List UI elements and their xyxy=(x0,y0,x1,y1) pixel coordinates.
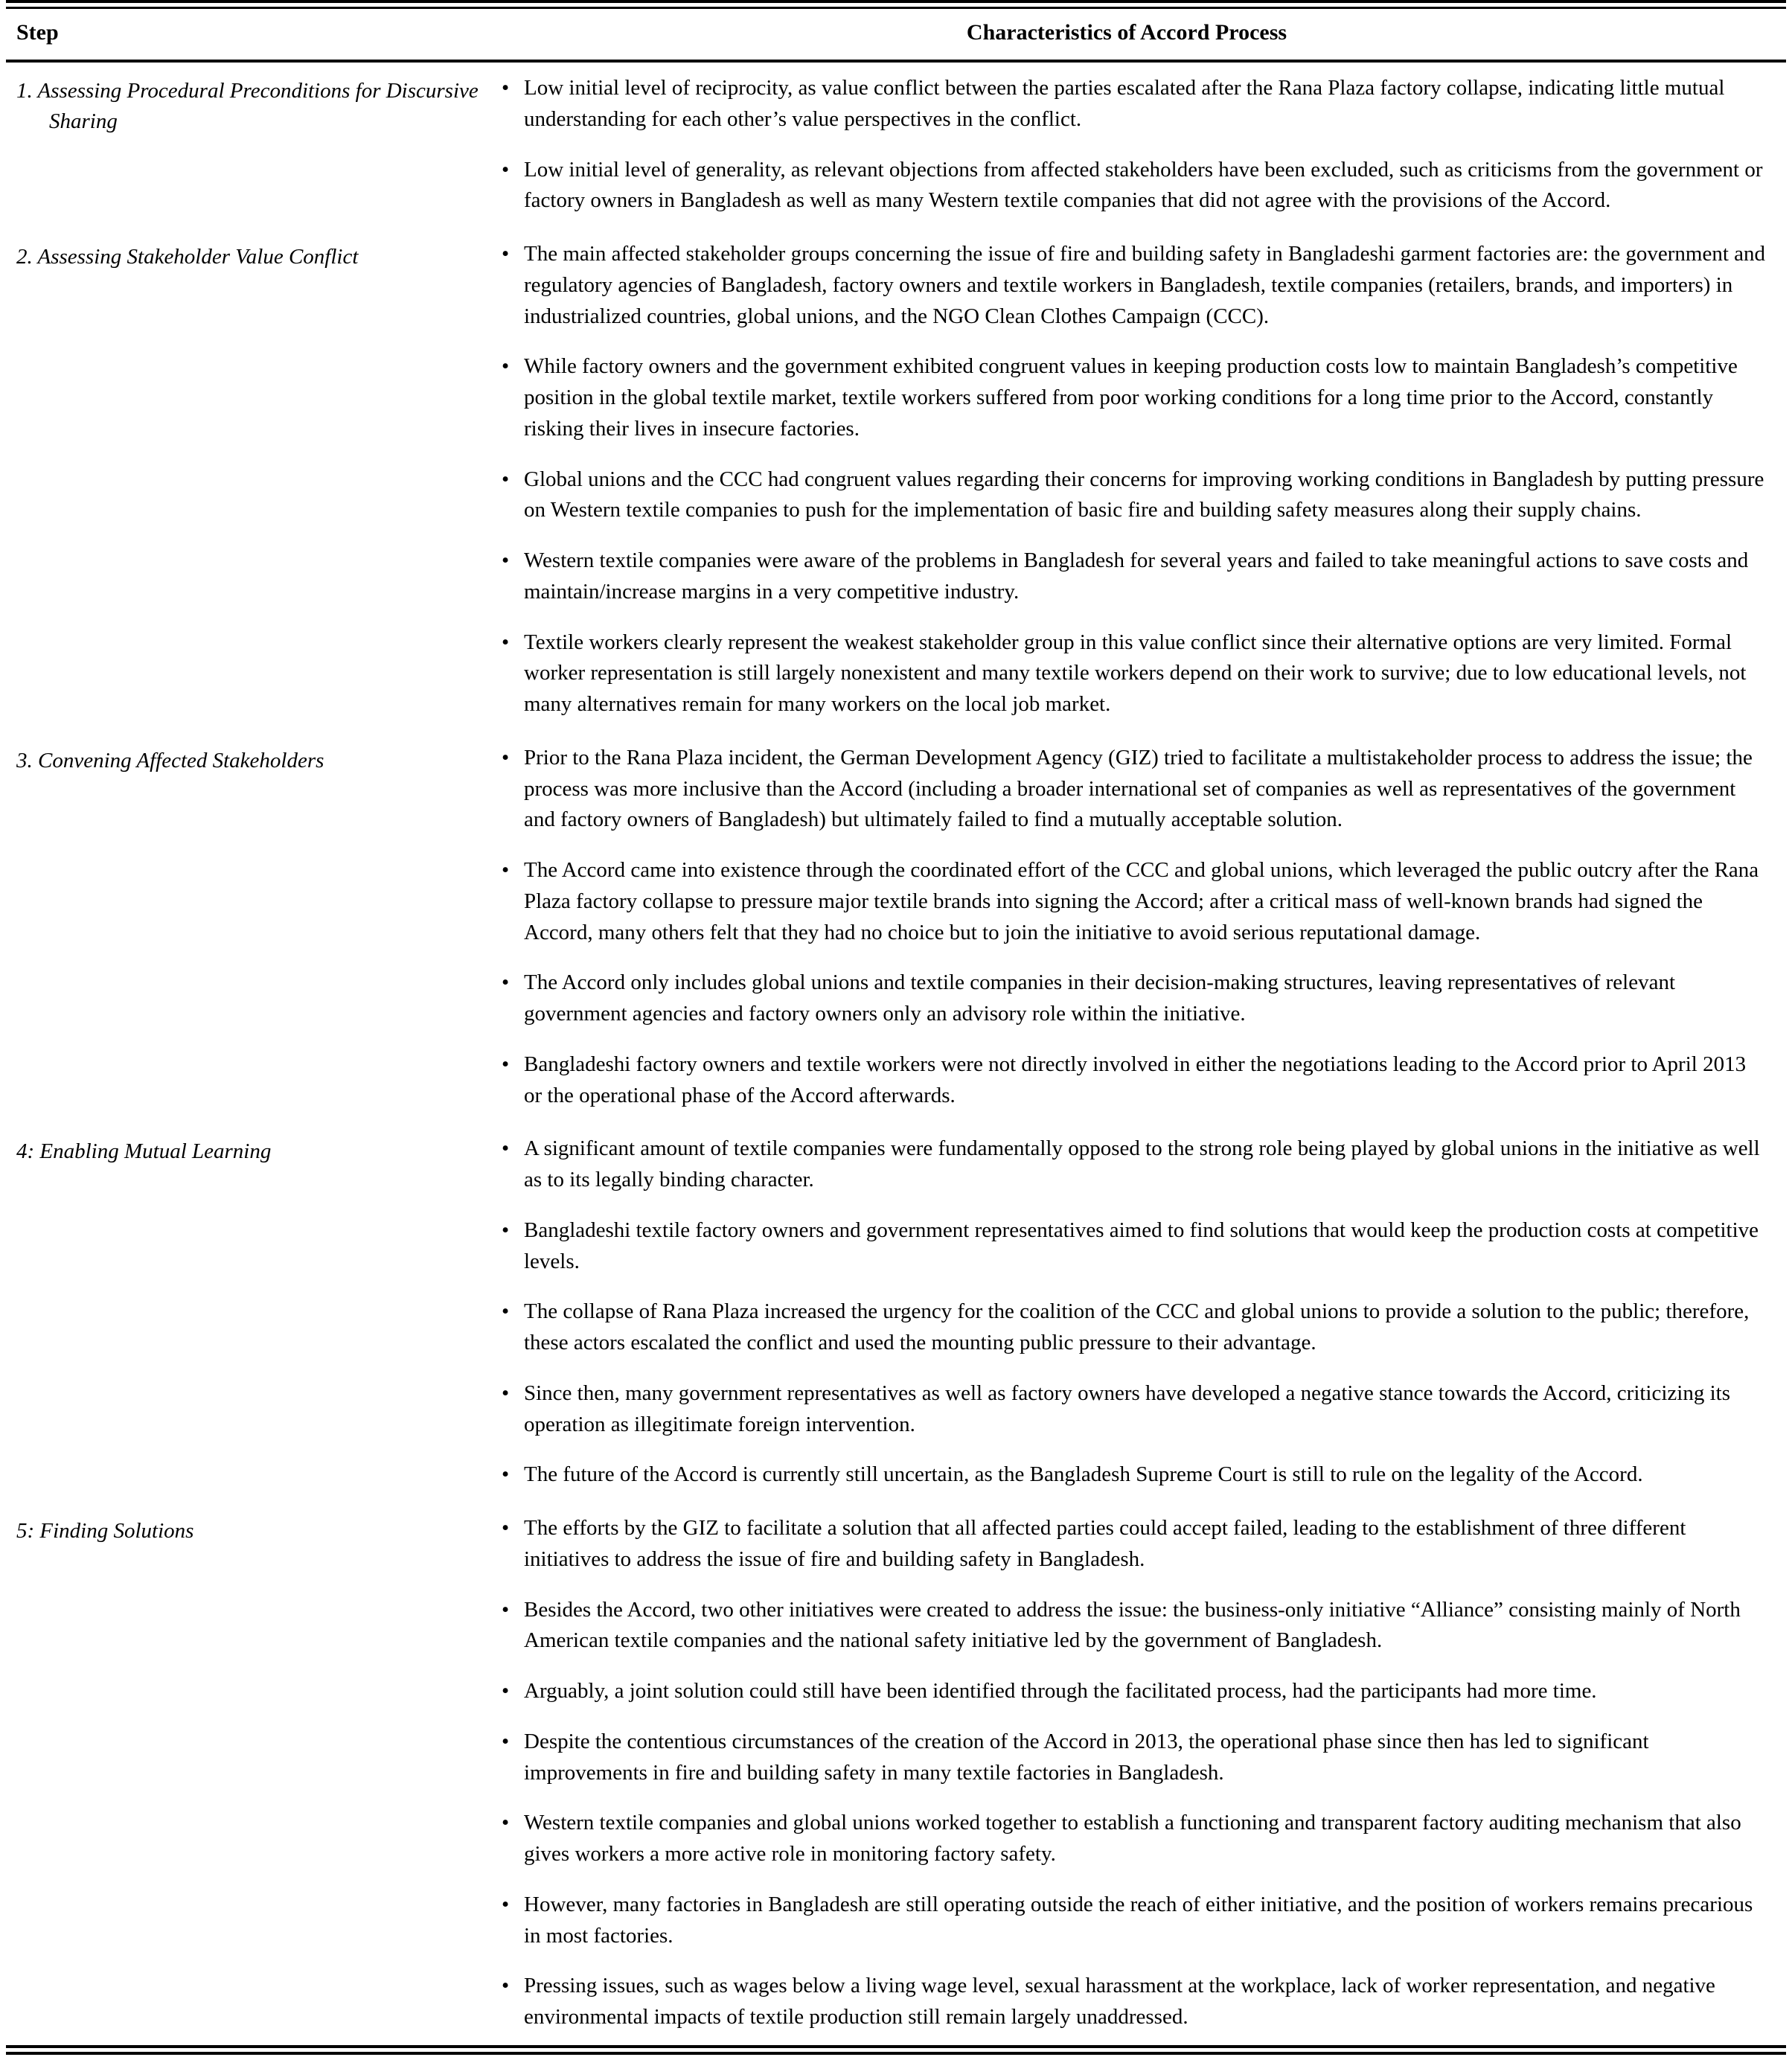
bullet-list xyxy=(497,1513,1767,2033)
bullet-item xyxy=(497,155,1767,217)
bullet-item xyxy=(497,1133,1767,1196)
table-header xyxy=(6,9,1786,60)
bullet-text: Prior to the Rana Plaza incident, the German Development Agency (GIZ) tried to facilitate a multistakeholder process to address the issue; the process was more inclusive than the Accord (including a broader international set of companies as well as representatives of the government and factory owners of Bangladesh) but ultimately failed to find a mutually acceptable solution. xyxy=(524,745,1753,832)
bullet-dot-icon: • xyxy=(502,745,510,770)
bullet-text: Besides the Accord, two other initiatives were created to address the issue: the business-only initiative “Alliance” consisting mainly of North American textile companies and the national safety initiative led by the government of Bangladesh. xyxy=(524,1597,1741,1653)
characteristics-cell xyxy=(497,1123,1786,1503)
bullet-dot-icon: • xyxy=(502,157,510,182)
bullet-dot-icon: • xyxy=(502,1052,510,1076)
bullet-list xyxy=(497,239,1767,720)
bullet-text: Bangladeshi textile factory owners and government representatives aimed to find solutions that would keep the production costs at competitive levels. xyxy=(524,1218,1759,1273)
bullet-text: A significant amount of textile companies were fundamentally opposed to the strong role being played by global unions in the initiative as well as to its legally binding character. xyxy=(524,1136,1760,1191)
bullet-dot-icon: • xyxy=(502,242,510,266)
bullet-dot-icon: • xyxy=(502,1892,510,1916)
bullet-text: Bangladeshi factory owners and textile workers were not directly involved in either the negotiations leading to the Accord prior to April 2013 or the operational phase of the Accord afterwards. xyxy=(524,1052,1747,1107)
bullet-dot-icon: • xyxy=(502,1136,510,1161)
bullet-item xyxy=(497,855,1767,948)
step-cell xyxy=(6,228,497,732)
bullet-text: However, many factories in Bangladesh are still operating outside the reach of either initiative, and the position of workers remains precarious in most factories. xyxy=(524,1892,1753,1948)
bullet-item xyxy=(497,1676,1767,1707)
bullet-item xyxy=(497,1049,1767,1112)
step-label: 3. Convening Affected Stakeholders xyxy=(16,748,324,772)
table-row xyxy=(6,63,1786,228)
step-label: 4: Enabling Mutual Learning xyxy=(16,1139,272,1164)
bullet-dot-icon: • xyxy=(502,354,510,379)
step-cell xyxy=(6,63,497,228)
bullet-dot-icon: • xyxy=(502,1381,510,1405)
step-cell xyxy=(6,1503,497,2045)
bullet-text: The efforts by the GIZ to facilitate a solution that all affected parties could accept failed, leading to the establishment of three different initiatives to address the issue of fire and building safety in Bangladesh. xyxy=(524,1516,1686,1571)
bullet-dot-icon: • xyxy=(502,970,510,995)
characteristics-cell xyxy=(497,228,1786,732)
bullet-item xyxy=(497,1595,1767,1657)
bullet-item xyxy=(497,73,1767,135)
bullet-text: Textile workers clearly represent the weakest stakeholder group in this value conflict since their alternative options are very limited. Formal worker representation is still largely nonexistent and many textile workers depend on their work to survive; due to low educational levels, not many alternatives remain for many workers on the local job market. xyxy=(524,630,1747,716)
bullet-dot-icon: • xyxy=(502,1974,510,1998)
bullet-item xyxy=(497,1459,1767,1491)
column-header-characteristics: Characteristics of Accord Process xyxy=(966,20,1287,45)
bullet-item xyxy=(497,1215,1767,1278)
bullet-dot-icon: • xyxy=(502,1729,510,1753)
bullet-text: Low initial level of generality, as relevant objections from affected stakeholders have been excluded, such as criticisms from the government or factory owners in Bangladesh as well as many Western textile companies that did not agree with the provisions of the Accord. xyxy=(524,157,1763,213)
bullet-text: Western textile companies and global unions worked together to establish a functioning and transparent factory auditing mechanism that also gives workers a more active role in monitoring factory safety. xyxy=(524,1811,1741,1866)
header-row xyxy=(6,9,1786,60)
step-label: 5: Finding Solutions xyxy=(16,1519,194,1543)
bullet-text: Despite the contentious circumstances of the creation of the Accord in 2013, the operational phase since then has led to significant improvements in fire and building safety in many textile factories in Bangladesh. xyxy=(524,1729,1649,1785)
bullet-dot-icon: • xyxy=(502,1679,510,1703)
characteristics-cell xyxy=(497,732,1786,1124)
bullet-item xyxy=(497,464,1767,527)
bullet-item xyxy=(497,743,1767,836)
bullet-text: Arguably, a joint solution could still have been identified through the facilitated process, had the participants had more time. xyxy=(524,1679,1597,1703)
bullet-item xyxy=(497,1808,1767,1870)
bullet-text: Low initial level of reciprocity, as value conflict between the parties escalated after the Rana Plaza factory collapse, indicating little mutual understanding for each other’s value perspectives in the conflict. xyxy=(524,76,1725,131)
bullet-dot-icon: • xyxy=(502,76,510,100)
bullet-dot-icon: • xyxy=(502,858,510,882)
column-header-step: Step xyxy=(16,20,59,45)
bullet-text: Global unions and the CCC had congruent values regarding their concerns for improving working conditions in Bangladesh by putting pressure on Western textile companies to push for the implementation of basic fire and building safety measures along their supply chains. xyxy=(524,467,1764,522)
bullet-text: The Accord only includes global unions and textile companies in their decision-making structures, leaving representatives of relevant government agencies and factory owners only an advisory role within the initiative. xyxy=(524,970,1676,1026)
characteristics-cell xyxy=(497,63,1786,228)
table-bottom-double-rule xyxy=(6,2045,1786,2055)
table-row xyxy=(6,1503,1786,2045)
bullet-dot-icon: • xyxy=(502,1597,510,1622)
bullet-text: Western textile companies were aware of the problems in Bangladesh for several years and failed to take meaningful actions to save costs and maintain/increase margins in a very competitive industry. xyxy=(524,548,1749,604)
bullet-list xyxy=(497,743,1767,1112)
bullet-text: The main affected stakeholder groups concerning the issue of fire and building safety in Bangladeshi garment factories are: the government and regulatory agencies of Bangladesh, factory owners and textile workers in Bangladesh, textile companies (retailers, brands, and importers) in industrialized countries, global unions, and the NGO Clean Clothes Campaign (CCC). xyxy=(524,242,1765,328)
bullet-list xyxy=(497,1133,1767,1491)
bullet-text: The collapse of Rana Plaza increased the urgency for the coalition of the CCC and global unions to provide a solution to the public; therefore, these actors escalated the conflict and used the mounting public pressure to their advantage. xyxy=(524,1299,1750,1354)
table-row xyxy=(6,732,1786,1124)
bullet-item xyxy=(497,627,1767,720)
bullet-dot-icon: • xyxy=(502,1462,510,1487)
step-label: 1. Assessing Procedural Preconditions for Discursive Sharing xyxy=(16,79,479,134)
bullet-item xyxy=(497,1727,1767,1789)
bullet-item xyxy=(497,967,1767,1030)
bullet-dot-icon: • xyxy=(502,1811,510,1835)
bullet-text: The future of the Accord is currently still uncertain, as the Bangladesh Supreme Court is still to rule on the legality of the Accord. xyxy=(524,1462,1643,1487)
table-top-double-rule xyxy=(6,0,1786,9)
bullet-dot-icon: • xyxy=(502,467,510,491)
bullet-dot-icon: • xyxy=(502,630,510,654)
bullet-dot-icon: • xyxy=(502,548,510,572)
table-row xyxy=(6,1123,1786,1503)
bullet-dot-icon: • xyxy=(502,1218,510,1242)
bullet-text: The Accord came into existence through the coordinated effort of the CCC and global unions, which leveraged the public outcry after the Rana Plaza factory collapse to pressure major textile brands into signing the Accord; after a critical mass of well-known brands had signed the Accord, many others felt that they had no choice but to join the initiative to avoid serious reputational damage. xyxy=(524,858,1759,944)
accord-process-table xyxy=(6,9,1786,60)
step-label: 2. Assessing Stakeholder Value Conflict xyxy=(16,245,359,269)
characteristics-cell xyxy=(497,1503,1786,2045)
accord-process-table-body xyxy=(6,63,1786,2045)
table-body xyxy=(6,63,1786,2045)
bullet-item xyxy=(497,1378,1767,1441)
bullet-item xyxy=(497,1890,1767,1952)
bullet-text: Pressing issues, such as wages below a living wage level, sexual harassment at the workplace, lack of worker representation, and negative environmental impacts of textile production still remain largely unaddressed. xyxy=(524,1974,1715,2029)
bullet-dot-icon: • xyxy=(502,1299,510,1324)
bullet-item xyxy=(497,1971,1767,2033)
bullet-item xyxy=(497,1513,1767,1576)
bullet-item xyxy=(497,351,1767,444)
step-cell xyxy=(6,732,497,1124)
table-row xyxy=(6,228,1786,732)
bullet-item xyxy=(497,239,1767,332)
bullet-dot-icon: • xyxy=(502,1516,510,1540)
bullet-item xyxy=(497,1296,1767,1359)
bullet-text: Since then, many government representatives as well as factory owners have developed a negative stance towards the Accord, criticizing its operation as illegitimate foreign intervention. xyxy=(524,1381,1730,1436)
bullet-list xyxy=(497,73,1767,217)
bullet-text: While factory owners and the government exhibited congruent values in keeping production costs low to maintain Bangladesh’s competitive position in the global textile market, textile workers suffered from poor working conditions for a long time prior to the Accord, constantly risking their lives in insecure factories. xyxy=(524,354,1738,441)
bullet-item xyxy=(497,546,1767,608)
step-cell xyxy=(6,1123,497,1503)
